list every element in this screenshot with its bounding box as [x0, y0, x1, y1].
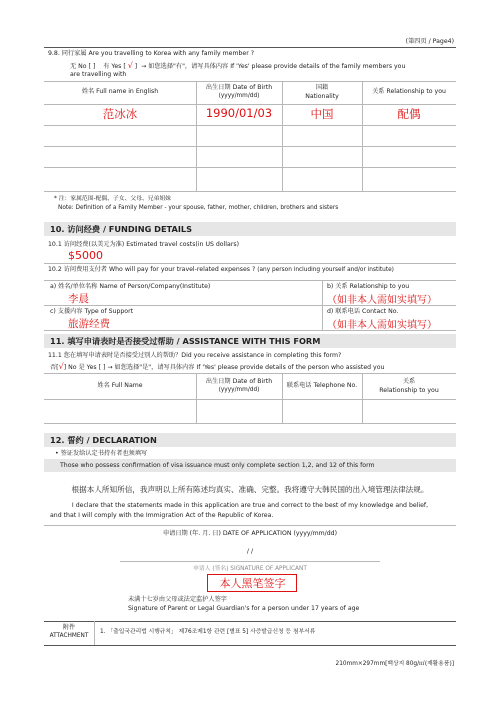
payer-table-top [44, 280, 456, 281]
q98-yes-prefix: 有 Yes [ [103, 63, 126, 70]
attachment-text: 1. 「출입국관리법 시행규칙」 제76조제1항 관련 [별표 5] 사증발급신청 등 첨부서류 [100, 629, 316, 635]
date-top-rule [44, 525, 456, 526]
family-header-relationship: 关系 Relationship to you [372, 88, 446, 95]
q102-main: 10.2 访问费用支付者 Who will pay for your travel-related expenses ? [48, 266, 256, 273]
family-row-line [44, 167, 456, 168]
attachment-top-rule [44, 621, 456, 622]
family-header-nationality: 国籍 [315, 84, 329, 91]
attachment-bottom-rule [44, 645, 456, 646]
q98-yes-note: → 如您选择"有"，请写具体内容 If 'Yes' please provide details of the family members you [141, 63, 406, 70]
signature-value: 本人黑笔签字 [219, 577, 286, 590]
attachment-divider [94, 621, 95, 645]
family-col-divider [362, 81, 363, 191]
decl-bullet-cn: • 签证发给认定书持有者也须填写 [55, 450, 148, 457]
attachment-label: 附件 [62, 624, 76, 631]
application-date-field[interactable]: / / [246, 548, 254, 555]
family-header-dob: 出生日期 Date of Birth [205, 84, 273, 91]
section-10-divider [44, 263, 456, 264]
assist-header-dob-format: (yyyy/mm/dd) [218, 387, 260, 393]
assist-header-rel: 关系 [402, 378, 416, 385]
assist-header-rel-en: Relationship to you [379, 387, 439, 394]
family-row-line [44, 104, 456, 105]
payer-c-label: c) 支援内容 Type of Support [50, 308, 134, 315]
declaration-en-2: and that I will comply with the Immigration Act of the Republic of Korea. [50, 512, 274, 519]
payer-b-label: b) 关系 Relationship to you [327, 283, 410, 290]
assist-header-name: 姓名 Full Name [97, 382, 143, 389]
family-table-bottom [44, 191, 456, 192]
section-11-title: 11. 填写申请表时是否接受过帮助 / ASSISTANCE WITH THIS FORM [44, 334, 456, 348]
q111-no-prefix: 否[ [50, 364, 59, 371]
assist-header-phone: 联系电话 Telephone No. [286, 382, 358, 389]
family-dob-cell[interactable]: 1990/01/03 [205, 106, 273, 120]
q111-no-suffix: ] No 是 Yes [ ] → 如您选择"是"，请写具体内容 If 'Yes' please provide details of the person who assisted you [63, 364, 385, 371]
q111-no-checkmark[interactable]: √ [58, 362, 64, 371]
family-row-line [44, 125, 456, 126]
family-name-cell[interactable]: 范冰冰 [102, 107, 138, 121]
q111-label: 11.1 您在填写申请表时是否接受过别人的帮助？Did you receive assistance in completing this form? [48, 352, 342, 359]
family-note-en: Note: Definition of a Family Member - your spouse, father, mother, children, brothers and sisters [58, 205, 339, 211]
assist-col-divider [282, 373, 283, 423]
section-10-title: 10. 访问经费 / FUNDING DETAILS [44, 222, 456, 236]
family-header-nationality-en: Nationality [305, 93, 339, 100]
payer-table-bottom [44, 330, 456, 331]
family-note-cn: * 注：家属范围-配偶、子女、父母、兄弟姐妹 [54, 196, 171, 202]
attachment-label-en: ATTACHMENT [49, 633, 89, 639]
minor-signature-cn: 未满十七岁由父母或法定监护人签字 [128, 596, 227, 603]
q98-yes-checkmark[interactable]: √ [127, 61, 133, 70]
payer-contact-value[interactable]: （如非本人需如实填写） [327, 320, 437, 331]
date-bottom-rule [120, 561, 380, 562]
assist-table-top [44, 373, 456, 374]
assist-header-dob: 出生日期 Date of Birth [205, 378, 273, 385]
signature-label: 申请人 (签名) SIGNATURE OF APPLICANT [193, 566, 307, 572]
family-nationality-cell[interactable]: 中国 [310, 107, 334, 121]
q98-no-option[interactable] [70, 61, 405, 71]
family-header-name: 姓名 Full name in English [81, 88, 159, 95]
section-12-title: 12. 誓约 / DECLARATION [44, 433, 456, 447]
q98-line3: are travelling with [70, 71, 127, 78]
minor-signature-en: Signature of Parent or Legal Guardian's for a person under 17 years of age [128, 605, 360, 612]
decl-bullet-en: Those who possess confirmation of visa issuance must only complete section 1,2, and 12 of this form [60, 462, 375, 469]
page-label: (第四页 / Page4) [405, 38, 454, 45]
declaration-en-1: I declare that the statements made in this application are true and correct to the best of my knowledge and belief, [71, 502, 429, 509]
declaration-cn: 根据本人所知所信，我声明以上所有陈述均真实、准确、完整。我将遵守大韩民国的出入境管理法律法规。 [71, 485, 429, 494]
support-type-value[interactable]: 旅游经费 [68, 318, 110, 330]
travel-cost-value[interactable]: $5000 [68, 249, 103, 262]
paper-spec-footer: 210mm×297mm[백상지 80g/㎡(재활용품)] [335, 661, 454, 667]
family-row-line [44, 146, 456, 147]
assist-table-bottom [44, 423, 456, 424]
payer-d-label: d) 联系电话 Contact No. [327, 308, 399, 315]
q102-small: (any person including yourself and/or institute) [257, 267, 394, 273]
payer-row-line [44, 305, 456, 306]
q101-label: 10.1 访问经费(以美元为准) Estimated travel costs(in US dollars) [48, 241, 239, 248]
q102-label [48, 266, 394, 274]
payer-relationship-value[interactable]: （如非本人需如实填写） [327, 295, 437, 306]
q98-line1: 9.8. 同行家属 Are you travelling to Korea with any family member ? [48, 50, 255, 57]
q111-options[interactable] [50, 362, 384, 372]
q98-yes-suffix: ] [134, 63, 138, 70]
family-table-top [44, 81, 456, 82]
top-rule [44, 47, 456, 48]
family-relationship-cell[interactable]: 配偶 [397, 107, 421, 121]
assist-row-line [44, 399, 456, 400]
payer-name-value[interactable]: 李晨 [68, 293, 89, 305]
payer-a-label: a) 姓名/单位名称 Name of Person/Company(Institute) [50, 283, 211, 290]
family-header-dob-format: (yyyy/mm/dd) [218, 93, 260, 99]
application-date-label: 申请日期 (年. 月. 日) DATE OF APPLICATION (yyyy/mm/dd) [162, 530, 338, 537]
q98-no-label: 无 No [ ] [70, 63, 96, 70]
